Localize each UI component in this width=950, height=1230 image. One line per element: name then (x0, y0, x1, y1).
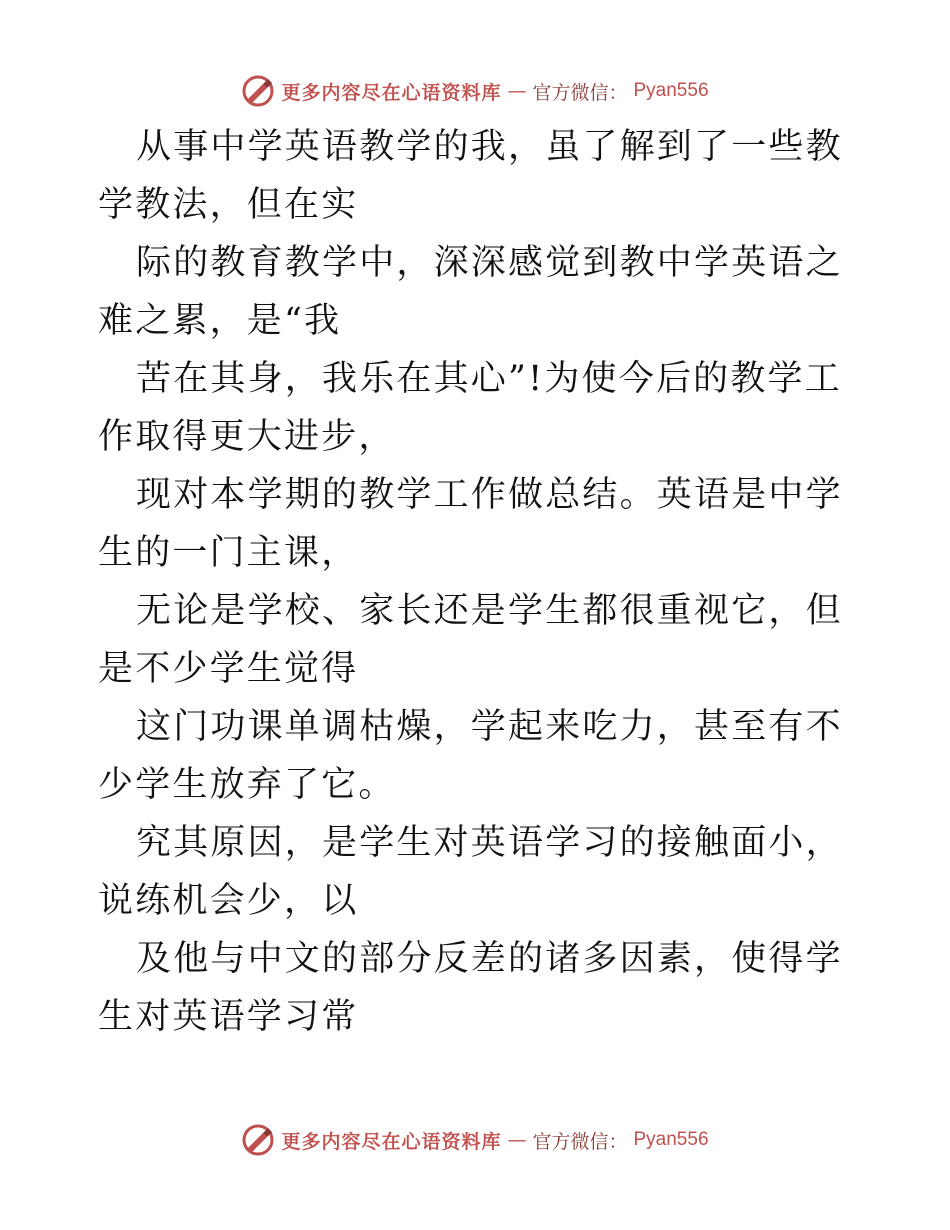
paragraph: 究其原因，是学生对英语学习的接触面小，说练机会少，以 (98, 823, 843, 921)
pen-logo-icon (241, 74, 275, 108)
document-body (98, 118, 858, 1046)
pen-logo-icon (241, 1123, 275, 1157)
footer-banner (0, 1120, 950, 1160)
footer-main-text: 更多内容尽在心语资料库 (281, 1130, 502, 1153)
footer-wechat-id: Pyan556 (633, 1129, 709, 1150)
footer-dash: — (507, 1129, 527, 1151)
paragraph: 从事中学英语教学的我，虽了解到了一些教学教法，但在实 (98, 127, 843, 225)
paragraph: 现对本学期的教学工作做总结。英语是中学生的一门主课， (98, 475, 843, 573)
header-banner (0, 71, 950, 111)
paragraph: 无论是学校、家长还是学生都很重视它，但是不少学生觉得 (98, 591, 843, 689)
paragraph: 这门功课单调枯燥，学起来吃力，甚至有不少学生放弃了它。 (98, 707, 843, 805)
header-main-text: 更多内容尽在心语资料库 (281, 81, 502, 104)
header-sub-text: 官方微信： (532, 81, 628, 104)
header-wechat-id: Pyan556 (633, 80, 709, 101)
paragraph: 际的教育教学中，深深感觉到教中学英语之难之累，是“我 (98, 243, 843, 341)
paragraph: 苦在其身，我乐在其心”!为使今后的教学工作取得更大进步， (98, 359, 842, 457)
header-dash: — (507, 80, 527, 102)
paragraph: 及他与中文的部分反差的诸多因素，使得学生对英语学习常 (98, 939, 843, 1037)
footer-sub-text: 官方微信： (532, 1130, 628, 1153)
